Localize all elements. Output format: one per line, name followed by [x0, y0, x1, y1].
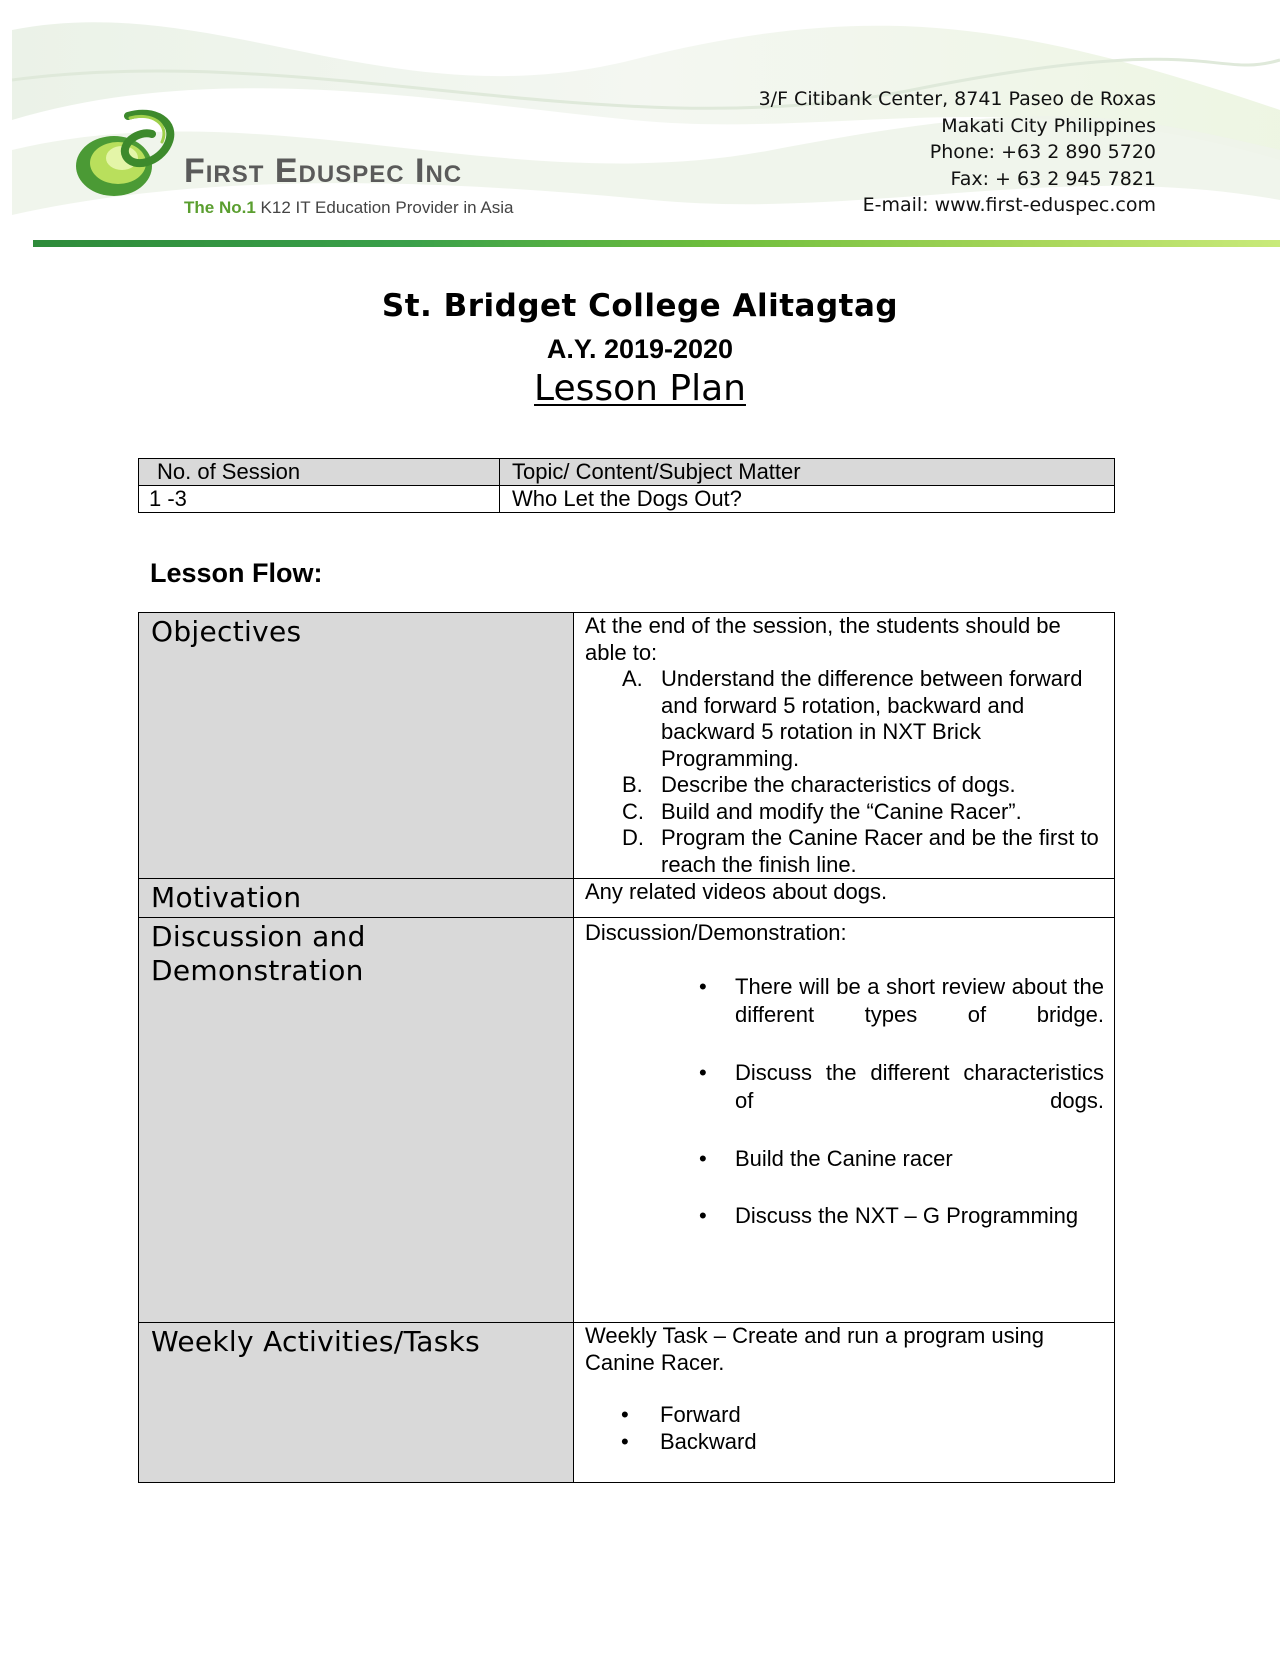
discussion-content	[574, 918, 1115, 1323]
discussion-list	[585, 973, 1104, 1231]
objectives-content	[574, 613, 1115, 879]
bullet-icon: •	[699, 1145, 707, 1171]
objectives-label: Objectives	[139, 613, 574, 879]
list-marker: D.	[622, 825, 644, 850]
table-row	[139, 486, 1115, 513]
academic-year: A.Y. 2019-2020	[546, 334, 734, 364]
email: E-mail: www.first-eduspec.com	[862, 194, 1156, 216]
address-line1: 3/F Citibank Center, 8741 Paseo de Roxas	[758, 88, 1156, 110]
lesson-flow-table	[138, 612, 1115, 1483]
company-tagline	[184, 198, 513, 218]
list-item	[585, 666, 1104, 772]
session-table	[138, 458, 1115, 513]
list-item	[585, 799, 1104, 826]
list-item	[585, 1202, 1104, 1231]
letterhead	[12, 0, 1280, 250]
fax: Fax: + 63 2 945 7821	[950, 167, 1156, 190]
session-count-value: 1 -3	[139, 486, 500, 513]
header-divider	[33, 240, 1280, 247]
objectives-list	[585, 666, 1104, 878]
motivation-row	[139, 879, 1115, 918]
document-title: Lesson Plan	[534, 368, 746, 409]
phone: Phone: +63 2 890 5720	[929, 141, 1156, 163]
list-item-text: Build and modify the “Canine Racer”.	[661, 798, 1022, 824]
bullet-icon: •	[621, 1402, 629, 1427]
contact-block	[759, 86, 1156, 219]
bullet-icon: •	[699, 973, 707, 999]
weekly-label: Weekly Activities/Tasks	[139, 1323, 574, 1483]
list-marker: B.	[622, 772, 643, 797]
session-count-header: No. of Session	[139, 459, 500, 486]
list-marker: A.	[622, 666, 643, 691]
weekly-row	[139, 1323, 1115, 1483]
table-header-row	[139, 459, 1115, 486]
company-name: First Eduspec Inc	[184, 152, 463, 190]
list-item	[585, 1429, 1104, 1456]
tagline-rest: K12 IT Education Provider in Asia	[260, 198, 514, 217]
list-item-text: Backward	[660, 1428, 757, 1454]
list-item-text: Discuss the NXT – G Programming	[735, 1203, 1079, 1228]
weekly-list	[585, 1402, 1104, 1455]
company-logo-icon	[72, 108, 182, 200]
list-item	[585, 1402, 1104, 1429]
list-item-text: Build the Canine racer	[735, 1145, 953, 1171]
weekly-content	[574, 1323, 1115, 1483]
discussion-intro: Discussion/Demonstration:	[585, 920, 847, 945]
topic-header: Topic/ Content/Subject Matter	[500, 459, 1115, 486]
list-item-text: Describe the characteristics of dogs.	[661, 772, 1016, 797]
bullet-icon: •	[699, 1059, 707, 1085]
list-item	[585, 772, 1104, 799]
objectives-row	[139, 613, 1115, 879]
list-item	[585, 1145, 1104, 1174]
school-name: St. Bridget College Alitagtag	[381, 288, 899, 324]
list-item-text: There will be a short review about the different types of bridge.	[735, 973, 1104, 1027]
discussion-label: Discussion and Demonstration	[139, 918, 574, 1323]
topic-value: Who Let the Dogs Out?	[500, 486, 1115, 513]
discussion-row	[139, 918, 1115, 1323]
list-item-text: Discuss the different characteristics of dogs.	[735, 1059, 1104, 1113]
bullet-icon: •	[621, 1428, 629, 1454]
list-item	[585, 825, 1104, 878]
lesson-flow-heading: Lesson Flow:	[150, 558, 323, 588]
list-item-text: Forward	[660, 1402, 741, 1427]
motivation-label: Motivation	[139, 879, 574, 918]
address-line2: Makati City Philippines	[941, 114, 1156, 137]
objectives-intro: At the end of the session, the students should be able to:	[585, 613, 1061, 665]
tagline-lead: The No.1	[184, 198, 256, 217]
list-item	[585, 1059, 1104, 1116]
list-marker: C.	[622, 798, 644, 824]
list-item	[585, 973, 1104, 1030]
list-item-text: Understand the difference between forward and forward 5 rotation, backward and backward 5 rotation in NXT Brick Programming.	[661, 666, 1083, 771]
bullet-icon: •	[699, 1203, 707, 1228]
list-item-text: Program the Canine Racer and be the first to reach the finish line.	[661, 825, 1099, 877]
motivation-content: Any related videos about dogs.	[574, 879, 1115, 918]
weekly-intro: Weekly Task – Create and run a program using Canine Racer.	[585, 1323, 1044, 1375]
